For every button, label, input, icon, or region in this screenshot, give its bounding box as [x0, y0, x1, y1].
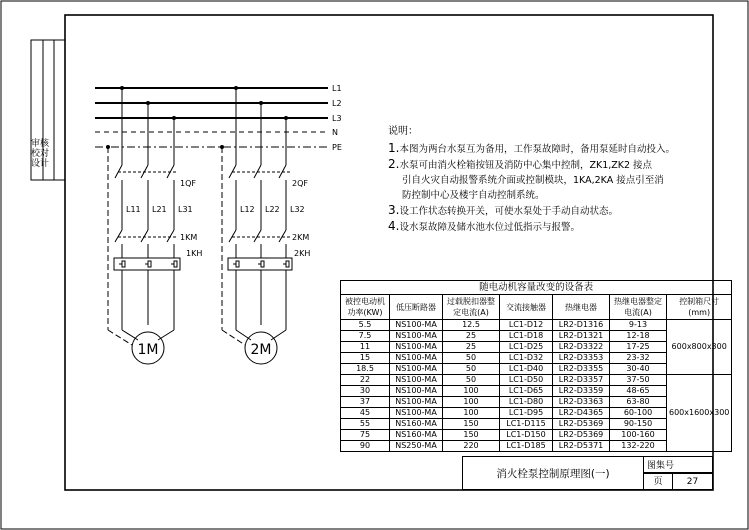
circuit2-phase-label-1: L12: [240, 205, 255, 214]
cell: NS100-MA: [390, 342, 443, 353]
cell: LC1-D185: [500, 441, 553, 452]
motor-1-label: 1M: [137, 342, 159, 358]
page-number: 27: [686, 476, 699, 487]
cell: NS250-MA: [390, 441, 443, 452]
cell: LR2-D5369: [553, 430, 610, 441]
circuit2-phase-label-3: L32: [290, 205, 305, 214]
note-text-2: 水泵可由消火栓箱按钮及消防中心集中控制，ZK1,ZK2 接点: [399, 160, 653, 171]
header-breaker: 低压断路器: [390, 295, 443, 320]
bus-label-pe: PE: [332, 143, 342, 152]
cell: LR2-D1321: [553, 331, 610, 342]
cell: NS100-MA: [390, 386, 443, 397]
cell: LC1-D50: [500, 375, 553, 386]
cell: 150: [443, 419, 500, 430]
title-block: [462, 456, 713, 490]
cell: 11: [341, 342, 390, 353]
cell: NS160-MA: [390, 430, 443, 441]
note-text-3: 设工作状态转换开关，可使水泵处于手动自动状态。: [399, 206, 618, 217]
cell: NS100-MA: [390, 408, 443, 419]
cell: 12.5: [443, 320, 500, 331]
cell: LR2-D3363: [553, 397, 610, 408]
cell: LC1-D65: [500, 386, 553, 397]
cell: 45: [341, 408, 390, 419]
note-number-2: 2.: [388, 157, 400, 171]
cell: 50: [443, 364, 500, 375]
note-item-1: [388, 141, 708, 157]
cell: NS100-MA: [390, 364, 443, 375]
cell: 90-150: [610, 419, 667, 430]
cell: 100-160: [610, 430, 667, 441]
cell: 15: [341, 353, 390, 364]
cell: 50: [443, 353, 500, 364]
cell: LR2-D5371: [553, 441, 610, 452]
box-size-small: 600x800x300: [667, 320, 732, 375]
equipment-table-caption: 随电动机容量改变的设备表: [340, 280, 732, 294]
note-item-2-cont-2: 防控制中心及楼宇自动控制系统。: [402, 190, 545, 201]
circuit2-phase-label-2: L22: [265, 205, 280, 214]
cell: LC1-D115: [500, 419, 553, 430]
cell: NS100-MA: [390, 353, 443, 364]
cell: LC1-D12: [500, 320, 553, 331]
header-motor-power: 被控电动机功率(KW): [341, 295, 390, 320]
cell: 37: [341, 397, 390, 408]
cell: 90: [341, 441, 390, 452]
note-item-4: [388, 219, 708, 235]
circuit2-kh-label: 2KH: [294, 249, 311, 258]
cell: 22: [341, 375, 390, 386]
bus-label-l3: L3: [332, 114, 342, 123]
note-item-2: [388, 157, 708, 173]
cell: LC1-D95: [500, 408, 553, 419]
cell: 25: [443, 342, 500, 353]
cell: NS100-MA: [390, 375, 443, 386]
atlas-number-label: 图集号: [644, 456, 713, 473]
cell: 63-80: [610, 397, 667, 408]
cell: 48-65: [610, 386, 667, 397]
stamp-line-3: 设计: [31, 159, 50, 169]
notes-title: 说明：: [388, 126, 418, 137]
bus-label-n: N: [332, 128, 338, 137]
cell: 100: [443, 408, 500, 419]
header-thermal-relay: 热继电器: [553, 295, 610, 320]
note-text-1: 本图为两台水泵互为备用，工作泵故障时，备用泵延时自动投入。: [399, 144, 675, 155]
cell: LC1-D80: [500, 397, 553, 408]
circuit1-kh-label: 1KH: [186, 249, 203, 258]
cell: 17-25: [610, 342, 667, 353]
cell: 55: [341, 419, 390, 430]
cell: 100: [443, 397, 500, 408]
stamp-labels: [31, 139, 49, 169]
cell: NS160-MA: [390, 419, 443, 430]
cell: 30: [341, 386, 390, 397]
stamp-line-2: 校对: [31, 149, 50, 159]
cell: 12-18: [610, 331, 667, 342]
note-text-4: 设水泵故障及储水池水位过低指示与报警。: [399, 222, 580, 233]
cell: NS100-MA: [390, 397, 443, 408]
cell: 100: [443, 386, 500, 397]
cell: 5.5: [341, 320, 390, 331]
page-row: [644, 473, 713, 490]
cell: NS100-MA: [390, 331, 443, 342]
page-label: 页: [644, 474, 673, 489]
motor-2-label: 2M: [250, 342, 272, 358]
cell: LR2-D3357: [553, 375, 610, 386]
circuit1-km-label: 1KM: [180, 233, 198, 242]
note-item-2-cont-1: 引自火灾自动报警系统介面或控制模块，1KA,2KA 接点引至消: [402, 175, 664, 186]
header-contactor: 交流接触器: [500, 295, 553, 320]
motor-circuit-2: [221, 87, 293, 365]
cell: 7.5: [341, 331, 390, 342]
circuit1-phase-label-1: L11: [126, 205, 141, 214]
cell: 37-50: [610, 375, 667, 386]
bus-lines: [95, 88, 328, 147]
cell: 75: [341, 430, 390, 441]
circuit2-km-label: 2KM: [292, 233, 310, 242]
cell: LR2-D5369: [553, 419, 610, 430]
cell: LC1-D32: [500, 353, 553, 364]
note-item-3: [388, 203, 708, 219]
note-number-3: 3.: [388, 203, 400, 217]
cell: LR2-D3359: [553, 386, 610, 397]
cell: LR2-D3355: [553, 364, 610, 375]
cell: 18.5: [341, 364, 390, 375]
cell: LC1-D150: [500, 430, 553, 441]
table-row: [341, 375, 732, 386]
cell: LC1-D18: [500, 331, 553, 342]
cell: 132-220: [610, 441, 667, 452]
circuit1-phase-label-3: L31: [178, 205, 193, 214]
box-size-large: 600x1600x300: [667, 375, 732, 452]
stamp-line-1: 审核: [31, 139, 50, 149]
cell: 30-40: [610, 364, 667, 375]
cell: 25: [443, 331, 500, 342]
cell: 220: [443, 441, 500, 452]
header-relay-current: 热继电器整定电流(A): [610, 295, 667, 320]
circuit1-phase-label-2: L21: [152, 205, 167, 214]
table-header-row: [341, 295, 732, 320]
motor-circuit-1: [107, 87, 181, 365]
table-row: [341, 320, 732, 331]
drawing-title: 消火栓泵控制原理图(一): [462, 456, 644, 490]
cell: 60-100: [610, 408, 667, 419]
cell: 50: [443, 375, 500, 386]
header-trip-current: 过载脱扣器整定电流(A): [443, 295, 500, 320]
cell: LC1-D40: [500, 364, 553, 375]
cell: 9-13: [610, 320, 667, 331]
equipment-table: [340, 280, 732, 452]
cell: LR2-D1316: [553, 320, 610, 331]
notes-block: [388, 124, 708, 235]
cell: 23-32: [610, 353, 667, 364]
bus-label-l2: L2: [332, 99, 342, 108]
cell: NS100-MA: [390, 320, 443, 331]
cell: LC1-D25: [500, 342, 553, 353]
cell: 150: [443, 430, 500, 441]
circuit2-qf-label: 2QF: [292, 179, 308, 188]
cell: LR2-D3353: [553, 353, 610, 364]
cell: LR2-D4365: [553, 408, 610, 419]
note-number-1: 1.: [388, 141, 400, 155]
circuit1-qf-label: 1QF: [180, 179, 196, 188]
cell: LR2-D3322: [553, 342, 610, 353]
note-number-4: 4.: [388, 219, 400, 233]
header-box-size: 控制箱尺寸(mm): [667, 295, 732, 320]
bus-label-l1: L1: [332, 84, 342, 93]
